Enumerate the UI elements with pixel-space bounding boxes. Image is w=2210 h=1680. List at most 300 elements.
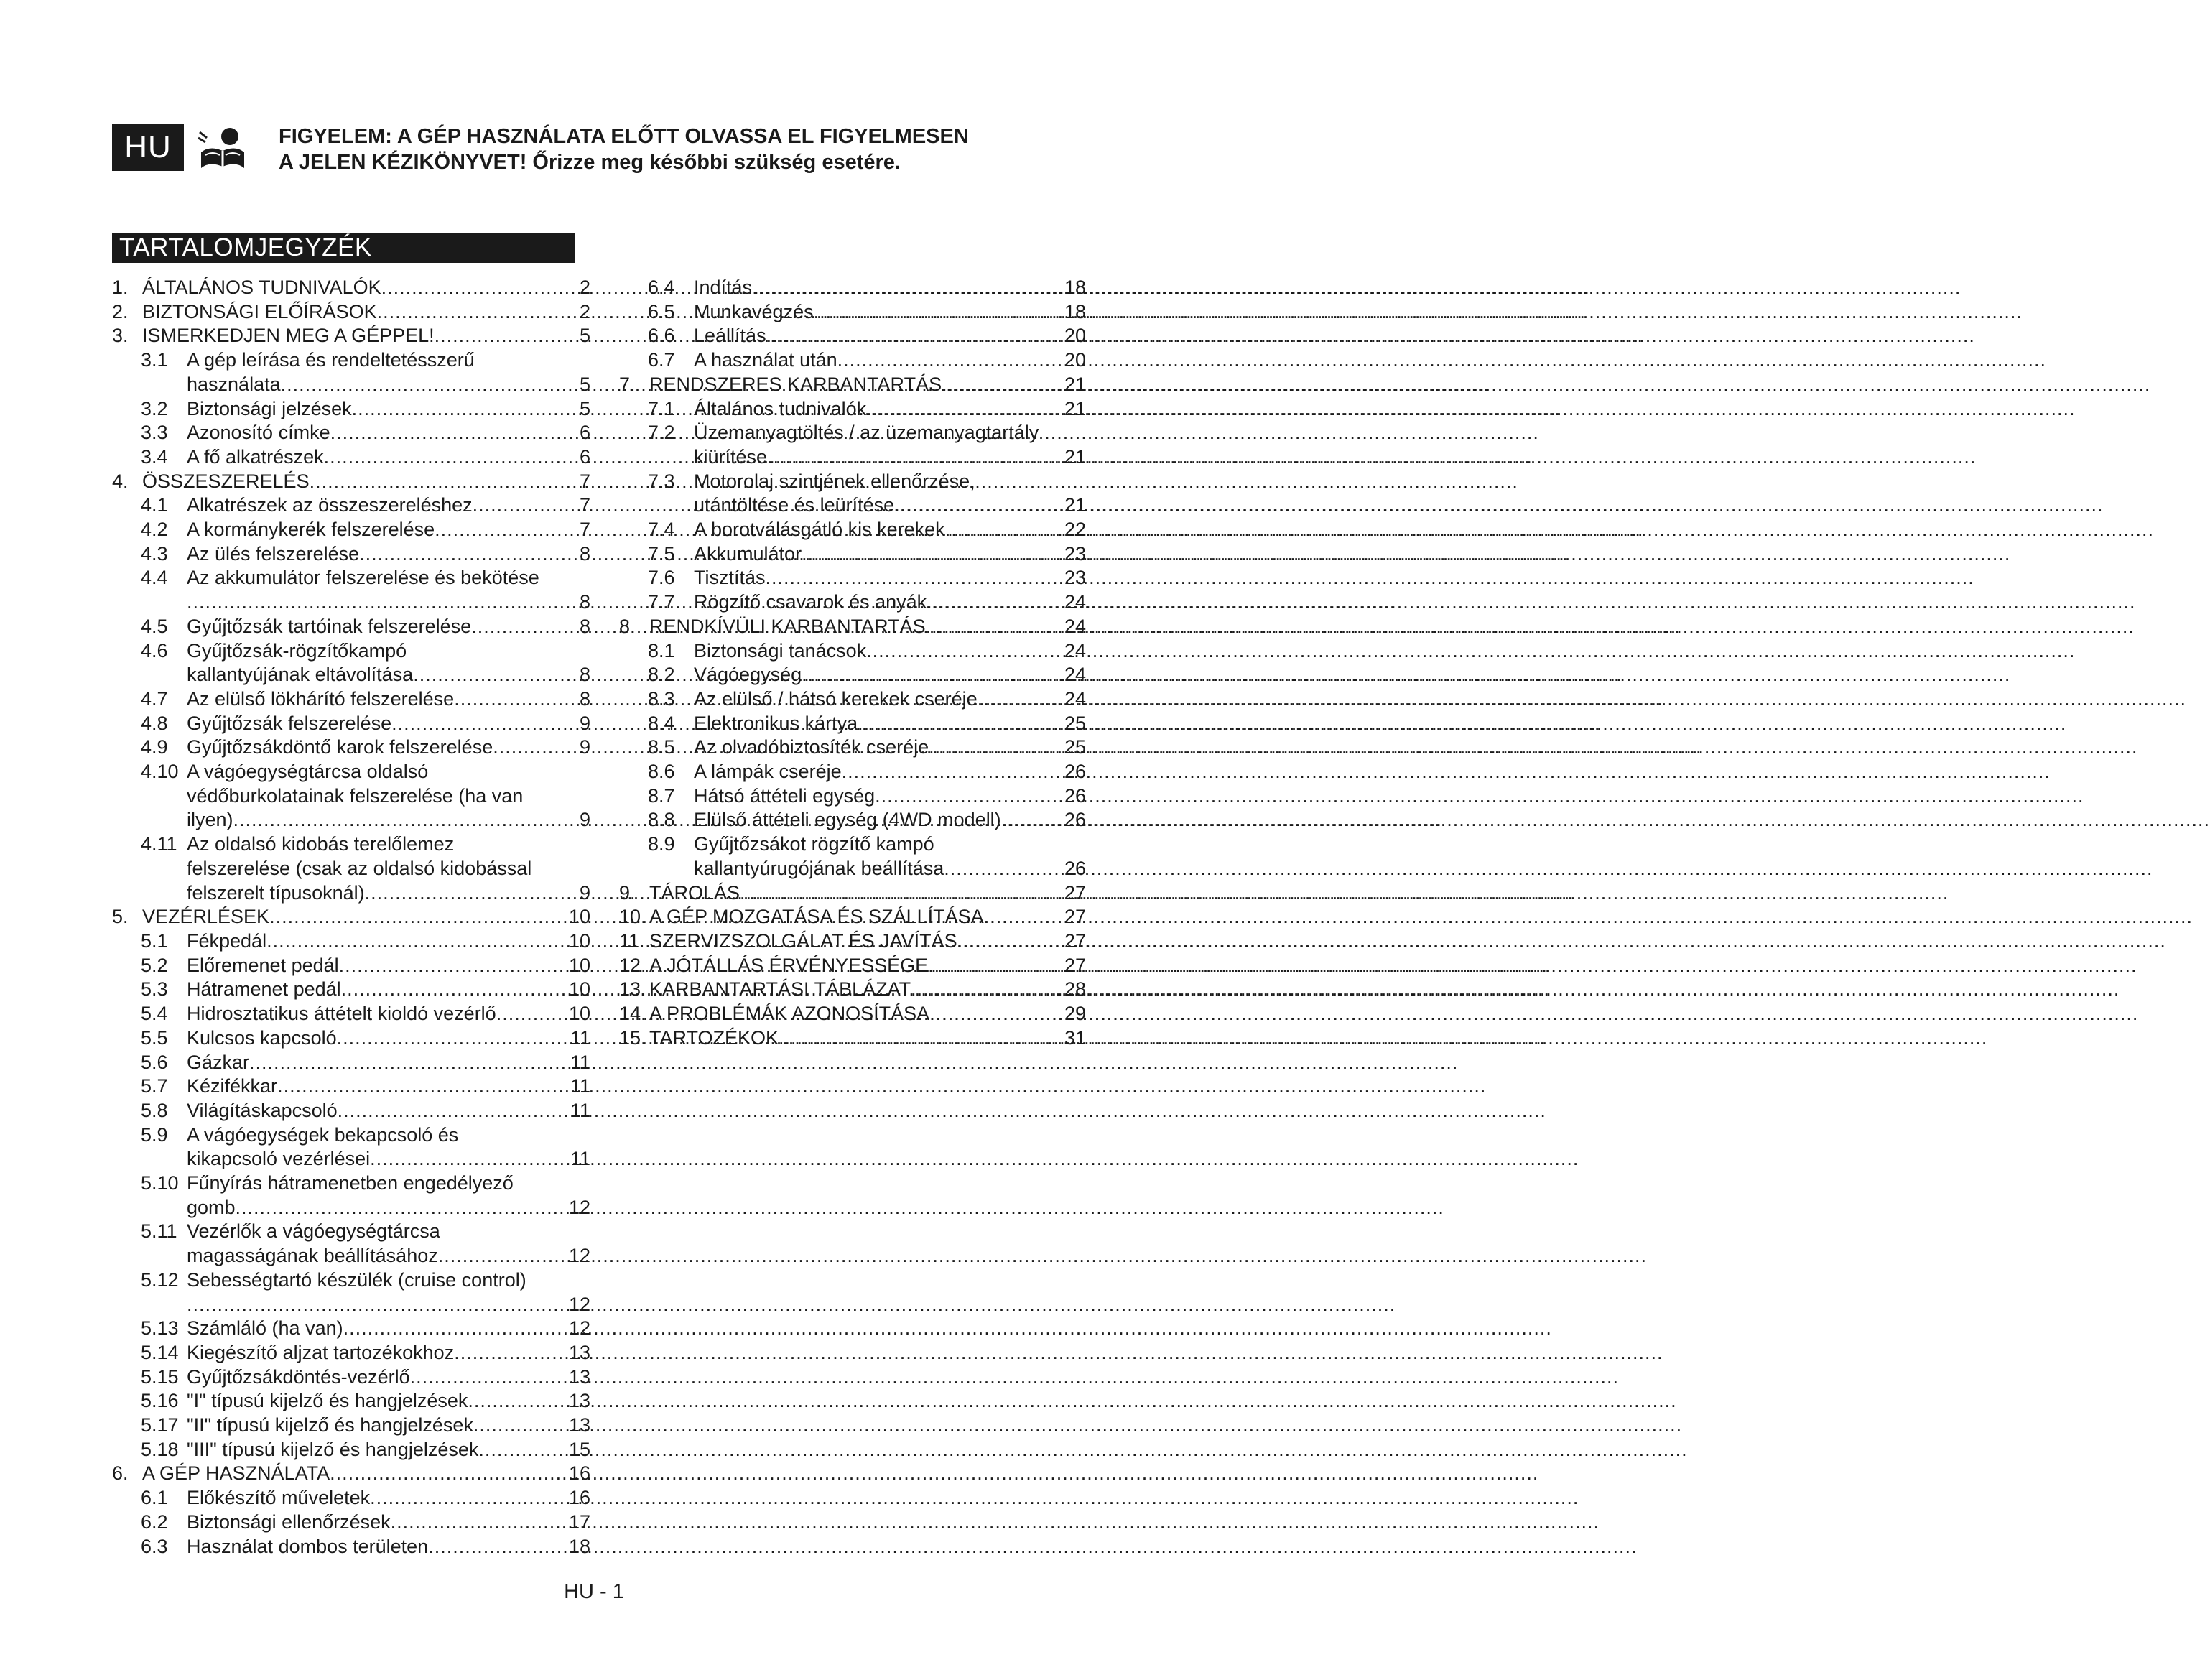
toc-entry-title: Leállítás	[694, 325, 766, 347]
toc-entry[interactable]	[619, 542, 1086, 567]
toc-entry[interactable]	[112, 954, 590, 978]
toc-entry-page: 8	[579, 542, 590, 565]
toc-leader-dots	[766, 324, 1063, 348]
toc-leader-dots	[929, 735, 1063, 760]
toc-entry[interactable]	[112, 1389, 590, 1414]
toc-entry[interactable]	[112, 978, 590, 1002]
toc-entry-page: 7	[579, 519, 590, 541]
toc-entry-title: Vezérlők a vágóegységtárcsa	[187, 1220, 440, 1243]
toc-leader-dots	[473, 1414, 567, 1438]
toc-leader-dots	[866, 639, 1063, 664]
toc-entry[interactable]	[619, 518, 1086, 542]
toc-entry[interactable]	[112, 615, 590, 639]
toc-entry[interactable]	[112, 1002, 590, 1026]
toc-entry-page: 24	[1064, 615, 1086, 637]
toc-entry[interactable]	[112, 1365, 590, 1390]
toc-entry-number: 13.	[619, 978, 646, 1001]
toc-entry-title: kiürítése	[694, 445, 768, 468]
toc-leader-dots	[370, 1147, 569, 1171]
toc-leader-dots	[233, 808, 578, 832]
toc-entry[interactable]	[112, 445, 590, 470]
toc-entry-number: 3.3	[141, 422, 168, 444]
toc-entry-number: 7.1	[648, 397, 675, 419]
toc-entry[interactable]	[619, 300, 1086, 325]
toc-entry-title: kallantyúrugójának beállítása	[694, 857, 944, 879]
toc-entry-number: 4.4	[141, 567, 168, 589]
toc-entry-number: 6.7	[648, 349, 675, 371]
toc-leader-dots	[471, 615, 578, 639]
language-badge: HU	[112, 124, 184, 171]
toc-entry-page: 29	[1064, 1003, 1086, 1025]
toc-entry[interactable]	[112, 518, 590, 542]
toc-entry-number: 5.17	[141, 1414, 179, 1437]
toc-entry-number: 1.	[112, 277, 129, 298]
toc-entry-number: 11.	[619, 929, 645, 952]
toc-entry-page: 9	[579, 881, 590, 904]
toc-entry-number: 5.6	[141, 1051, 168, 1073]
toc-leader-dots	[413, 663, 578, 687]
toc-leader-dots	[978, 687, 1063, 712]
toc-entry-page: 13	[568, 1365, 590, 1388]
toc-entry-number: 4.8	[141, 712, 168, 734]
toc-entry[interactable]	[112, 1268, 590, 1317]
toc-leader-dots	[957, 929, 1063, 954]
toc-leader-dots	[339, 954, 567, 978]
toc-leader-dots	[814, 300, 1063, 325]
toc-entry-number: 3.2	[141, 397, 168, 419]
toc-entry-page: 25	[1064, 736, 1086, 758]
toc-leader-dots	[454, 1341, 567, 1365]
toc-leader-dots	[1001, 808, 1063, 832]
toc-entry-title: kikapcsoló vezérlései	[187, 1148, 371, 1170]
toc-entry-page: 6	[579, 445, 590, 468]
toc-entry-page: 13	[568, 1390, 590, 1412]
toc-entry-number: 5.12	[141, 1268, 179, 1291]
toc-entry[interactable]	[112, 1026, 590, 1051]
toc-leader-dots	[359, 542, 578, 567]
toc-entry-page: 27	[1064, 906, 1086, 928]
toc-entry-title: Sebességtartó készülék (cruise control)	[187, 1268, 526, 1291]
toc-entry-number: 5.14	[141, 1341, 179, 1363]
toc-entry-number: 5.13	[141, 1317, 179, 1340]
toc-entry-page: 21	[1064, 445, 1086, 468]
toc-entry-page: 18	[1064, 300, 1086, 322]
toc-entry[interactable]	[112, 566, 590, 614]
toc-entry-title: Rögzítő csavarok és anyák	[694, 591, 927, 613]
toc-entry-page: 27	[1064, 954, 1086, 976]
toc-entry-number: 5.18	[141, 1438, 179, 1460]
toc-entry-title: Munkavégzés	[694, 300, 814, 322]
toc-leader-dots	[928, 954, 1063, 978]
toc-entry-title: Alkatrészek az összeszereléshez	[187, 494, 473, 516]
toc-entry-title: A vágóegységek bekapcsoló és	[187, 1123, 459, 1146]
toc-entry-title: Világításkapcsoló	[187, 1099, 338, 1121]
page-number: HU - 1	[564, 1580, 624, 1603]
toc-entry-title: kallantyújának eltávolítása	[187, 664, 414, 686]
toc-entry-title: A használat után	[694, 349, 837, 371]
toc-entry[interactable]	[112, 905, 590, 929]
toc-leader-dots	[370, 1486, 567, 1510]
toc-entry-title: gomb	[187, 1196, 236, 1218]
toc-entry-number: 5.10	[141, 1172, 179, 1194]
toc-entry-page: 13	[568, 1341, 590, 1363]
toc-entry[interactable]	[112, 760, 590, 832]
toc-entry-title: ÖSSZESZERELÉS	[142, 470, 310, 492]
toc-leader-dots	[942, 373, 1063, 397]
warning-notice	[279, 124, 969, 175]
toc-entry-title: Vágóegység	[694, 664, 802, 686]
toc-entry[interactable]	[619, 881, 1086, 906]
toc-leader-dots	[337, 1026, 569, 1051]
toc-leader-dots	[740, 881, 1063, 906]
toc-entry-number: 5.4	[141, 1003, 168, 1025]
toc-entry-number: 4.9	[141, 736, 168, 758]
toc-entry-title: Gyűjtőzsákdöntő karok felszerelése	[187, 736, 493, 758]
toc-entry-number: 4.10	[141, 761, 179, 783]
toc-entry[interactable]	[112, 493, 590, 518]
toc-entry-title: Indítás	[694, 277, 753, 298]
toc-entry[interactable]	[112, 1171, 590, 1220]
toc-entry-number: 8.7	[648, 784, 675, 807]
toc-entry-number: 8.9	[648, 833, 675, 855]
toc-entry-title: Kulcsos kapcsoló	[187, 1026, 337, 1049]
toc-entry-title: "I" típusú kijelző és hangjelzések	[187, 1390, 468, 1412]
toc-leader-dots	[324, 445, 578, 470]
toc-entry-title: Motorolaj szintjének ellenőrzése,	[694, 470, 975, 492]
toc-entry-page: 17	[568, 1510, 590, 1533]
toc-entry[interactable]	[619, 276, 1086, 300]
toc-entry-page: 11	[570, 1075, 590, 1097]
toc-entry-number: 4.	[112, 470, 129, 492]
toc-entry-page: 24	[1064, 687, 1086, 710]
toc-entry-title: Elektronikus kártya	[694, 712, 858, 734]
toc-entry[interactable]	[619, 615, 1086, 639]
toc-leader-dots	[945, 518, 1063, 542]
toc-entry[interactable]	[112, 276, 590, 300]
toc-entry-title: Elülső áttételi egység (4WD modell)	[694, 809, 1001, 831]
toc-leader-dots	[478, 1438, 567, 1462]
toc-entry-title: A GÉP HASZNÁLATA	[142, 1462, 330, 1485]
toc-leader-dots	[468, 1389, 567, 1414]
toc-entry-page: 5	[579, 325, 590, 347]
toc-entry[interactable]	[619, 760, 1086, 784]
toc-entry[interactable]	[112, 1341, 590, 1365]
toc-leader-dots	[858, 712, 1063, 736]
toc-entry-page: 24	[1064, 664, 1086, 686]
toc-entry-title: Akkumulátor	[694, 542, 802, 565]
toc-entry[interactable]	[112, 397, 590, 422]
toc-entry[interactable]	[112, 929, 590, 954]
toc-entry-page: 5	[579, 373, 590, 395]
toc-entry[interactable]	[112, 1317, 590, 1341]
toc-entry[interactable]	[112, 421, 590, 445]
toc-entry-page: 7	[579, 494, 590, 516]
toc-entry-title: A lámpák cseréje	[694, 761, 842, 783]
toc-entry-title: A GÉP MOZGATÁSA ÉS SZÁLLÍTÁSA	[649, 906, 984, 928]
toc-leader-dots	[341, 978, 567, 1002]
toc-entry[interactable]	[112, 1510, 590, 1535]
toc-entry-title: használata	[187, 373, 281, 395]
toc-leader-dots	[435, 324, 578, 348]
toc-entry-title: Gyűjtőzsákdöntés-vezérlő	[187, 1365, 410, 1388]
toc-leader-dots	[894, 493, 1063, 518]
toc-entry-page: 26	[1064, 761, 1086, 783]
toc-entry[interactable]	[619, 324, 1086, 348]
toc-entry-title: Gyűjtőzsák felszerelése	[187, 712, 392, 734]
toc-entry-page: 15	[568, 1438, 590, 1460]
toc-entry-title: Gyűjtőzsák tartóinak felszerelése	[187, 615, 472, 637]
toc-entry-page: 21	[1064, 373, 1086, 395]
toc-entry[interactable]	[619, 978, 1086, 1002]
toc-entry[interactable]	[112, 687, 590, 712]
toc-leader-dots	[766, 566, 1063, 590]
toc-entry-number: 5.1	[141, 929, 168, 952]
toc-entry-number: 6.5	[648, 300, 675, 322]
toc-entry-title: SZERVIZSZOLGÁLAT ÉS JAVÍTÁS	[649, 929, 957, 952]
toc-entry-page: 20	[1064, 325, 1086, 347]
toc-entry[interactable]	[619, 1002, 1086, 1026]
toc-entry[interactable]	[112, 1075, 590, 1099]
toc-entry-number: 6.1	[141, 1487, 168, 1509]
toc-entry-number: 4.11	[141, 833, 177, 855]
toc-entry-title: Az elülső lökhárító felszerelése	[187, 687, 455, 710]
toc-entry-title: Hátramenet pedál	[187, 978, 341, 1001]
toc-entry-title: Hidrosztatikus áttételt kioldó vezérlő	[187, 1003, 496, 1025]
toc-leader-dots	[926, 615, 1063, 639]
toc-leader-dots	[454, 687, 578, 712]
toc-entry[interactable]	[112, 735, 590, 760]
toc-entry-title: Az oldalsó kidobás terelőlemez	[187, 833, 455, 855]
toc-entry-number: 6.3	[141, 1535, 168, 1557]
toc-entry-title: Fékpedál	[187, 929, 267, 952]
toc-leader-dots	[187, 590, 578, 615]
toc-entry[interactable]	[112, 348, 590, 396]
warning-line-2: A JELEN KÉZIKÖNYVET! Őrizze meg későbbi szükség esetére.	[279, 151, 901, 174]
toc-entry[interactable]	[619, 808, 1086, 832]
toc-entry-title: Az elülső / hátsó kerekek cseréje	[694, 687, 978, 710]
toc-entry-number: 3.1	[141, 349, 168, 371]
toc-entry-number: 5.2	[141, 954, 168, 976]
toc-leader-dots	[473, 493, 578, 518]
toc-entry[interactable]	[112, 324, 590, 348]
toc-entry-number: 5.11	[141, 1220, 177, 1243]
toc-entry[interactable]	[112, 1414, 590, 1438]
toc-entry-number: 9.	[619, 881, 636, 904]
toc-entry[interactable]	[112, 639, 590, 687]
toc-entry-title: A vágóegységtárcsa oldalsó	[187, 761, 429, 783]
toc-entry-title: magasságának beállításához	[187, 1245, 438, 1267]
toc-entry[interactable]	[619, 687, 1086, 712]
toc-entry-page: 22	[1064, 519, 1086, 541]
toc-entry[interactable]	[112, 712, 590, 736]
toc-entry[interactable]	[112, 1220, 590, 1268]
toc-entry-page: 10	[568, 929, 590, 952]
toc-entry-number: 7.2	[648, 422, 675, 444]
toc-leader-dots	[338, 1099, 569, 1123]
toc-entry[interactable]	[112, 1462, 590, 1486]
toc-leader-dots	[927, 590, 1063, 615]
toc-entry-page: 10	[568, 1003, 590, 1025]
toc-leader-dots	[391, 1510, 567, 1535]
toc-entry-title: VEZÉRLÉSEK	[142, 906, 270, 928]
toc-entry-title: A fő alkatrészek	[187, 445, 324, 468]
toc-entry-page: 26	[1064, 784, 1086, 807]
toc-entry-title: utántöltése és leürítése	[694, 494, 895, 516]
toc-entry-title: TÁROLÁS	[649, 881, 740, 904]
toc-leader-dots	[911, 978, 1063, 1002]
toc-entry[interactable]	[112, 542, 590, 567]
toc-entry-page: 24	[1064, 639, 1086, 662]
toc-entry[interactable]	[619, 832, 1086, 881]
toc-leader-dots	[381, 276, 578, 300]
toc-entry-page: 12	[568, 1196, 590, 1218]
toc-entry[interactable]	[112, 300, 590, 325]
toc-entry-page: 10	[568, 954, 590, 976]
toc-entry-number: 5.16	[141, 1390, 179, 1412]
toc-entry-page: 18	[568, 1535, 590, 1557]
toc-entry-page: 11	[570, 1026, 590, 1049]
toc-entry-title: felszerelése (csak az oldalsó kidobással	[187, 857, 532, 879]
toc-entry[interactable]	[112, 1535, 590, 1559]
toc-entry-number: 7.7	[648, 591, 675, 613]
toc-entry-page: 23	[1064, 567, 1086, 589]
toc-leader-dots	[330, 421, 578, 445]
toc-entry-page: 6	[579, 422, 590, 444]
toc-entry[interactable]	[619, 373, 1086, 397]
toc-entry-title: "II" típusú kijelző és hangjelzések	[187, 1414, 473, 1437]
toc-entry-number: 5.7	[141, 1075, 168, 1097]
toc-entry[interactable]	[112, 1123, 590, 1171]
toc-entry-title: A PROBLÉMÁK AZONOSÍTÁSA	[649, 1003, 930, 1025]
toc-entry-page: 26	[1064, 857, 1086, 879]
toc-entry-page: 25	[1064, 712, 1086, 734]
toc-leader-dots	[438, 1244, 567, 1268]
toc-entry-title: Előremenet pedál	[187, 954, 339, 976]
toc-entry-title: Az akkumulátor felszerelése és bekötése	[187, 567, 539, 589]
toc-entry-title: ÁLTALÁNOS TUDNIVALÓK	[142, 277, 381, 298]
toc-entry-title: A gép leírása és rendeltetésszerű	[187, 349, 475, 371]
toc-entry-page: 27	[1064, 881, 1086, 904]
toc-entry-title: Gyűjtőzsák-rögzítőkampó	[187, 639, 407, 662]
toc-entry-number: 8.5	[648, 736, 675, 758]
toc-entry[interactable]	[619, 397, 1086, 422]
toc-entry[interactable]	[112, 1486, 590, 1510]
toc-entry-title: Biztonsági ellenőrzések	[187, 1510, 391, 1533]
toc-entry-page: 23	[1064, 542, 1086, 565]
toc-entry-number: 10.	[619, 906, 646, 928]
toc-entry-number: 8.8	[648, 809, 675, 831]
toc-title: TARTALOMJEGYZÉK	[112, 233, 575, 263]
toc-entry-number: 15.	[619, 1026, 646, 1049]
toc-leader-dots	[779, 1026, 1063, 1051]
toc-entry-page: 9	[579, 712, 590, 734]
toc-entry-title: A borotválásgátló kis kerekek	[694, 519, 945, 541]
toc-entry-number: 8.2	[648, 664, 675, 686]
toc-leader-dots	[330, 1462, 567, 1486]
toc-entry[interactable]	[112, 832, 590, 905]
toc-entry[interactable]	[619, 421, 1086, 469]
toc-entry[interactable]	[619, 784, 1086, 809]
toc-entry-number: 5.3	[141, 978, 168, 1001]
toc-entry-title: védőburkolatainak felszerelése (ha van	[187, 784, 524, 807]
toc-entry-page: 31	[1064, 1026, 1086, 1049]
toc-entry-number: 3.	[112, 325, 129, 347]
toc-entry-page: 8	[579, 687, 590, 710]
toc-leader-dots	[281, 373, 578, 397]
toc-leader-dots	[352, 397, 578, 422]
toc-entry-title: Biztonsági jelzések	[187, 397, 352, 419]
toc-entry-title: Üzemanyagtöltés / az üzemanyagtartály	[694, 422, 1039, 444]
toc-entry-title: Hátsó áttételi egység	[694, 784, 876, 807]
toc-entry[interactable]	[619, 566, 1086, 590]
toc-entry[interactable]	[619, 348, 1086, 373]
toc-entry-page: 9	[579, 809, 590, 831]
toc-entry[interactable]	[619, 712, 1086, 736]
toc-entry-page: 11	[570, 1099, 590, 1121]
toc-entry-title: Kiegészítő aljzat tartozékokhoz	[187, 1341, 455, 1363]
toc-entry[interactable]	[619, 905, 1086, 929]
toc-leader-dots	[866, 397, 1063, 422]
toc-entry-page: 24	[1064, 591, 1086, 613]
toc-leader-dots	[187, 1293, 567, 1317]
toc-entry[interactable]	[112, 470, 590, 494]
toc-entry-page: 8	[579, 664, 590, 686]
toc-entry-title: Kézifékkar	[187, 1075, 278, 1097]
toc-leader-dots	[277, 1075, 569, 1099]
toc-entry-page: 11	[570, 1148, 590, 1170]
toc-entry-title: A kormánykerék felszerelése	[187, 519, 435, 541]
toc-entry-page: 12	[568, 1317, 590, 1340]
toc-leader-dots	[391, 712, 578, 736]
toc-entry[interactable]	[619, 470, 1086, 518]
toc-entry[interactable]	[619, 639, 1086, 664]
toc-entry-number: 4.5	[141, 615, 168, 637]
toc-entry-number: 5.5	[141, 1026, 168, 1049]
toc-leader-dots	[752, 276, 1063, 300]
toc-entry[interactable]	[112, 1099, 590, 1123]
toc-entry[interactable]	[619, 954, 1086, 978]
toc-entry-number: 4.7	[141, 687, 168, 710]
toc-entry[interactable]	[112, 1051, 590, 1075]
toc-entry-page: 28	[1064, 978, 1086, 1001]
toc-leader-dots	[343, 1317, 567, 1341]
toc-entry[interactable]	[619, 590, 1086, 615]
toc-entry[interactable]	[619, 929, 1086, 954]
toc-entry-page: 16	[568, 1462, 590, 1485]
toc-entry-page: 20	[1064, 349, 1086, 371]
toc-entry[interactable]	[619, 663, 1086, 687]
toc-entry-number: 8.	[619, 615, 636, 637]
toc-entry-number: 6.2	[141, 1510, 168, 1533]
toc-entry-number: 6.6	[648, 325, 675, 347]
toc-entry-title: A JÓTÁLLÁS ÉRVÉNYESSÉGE	[649, 954, 929, 976]
toc-entry-number: 5.8	[141, 1099, 168, 1121]
toc-entry[interactable]	[619, 1026, 1086, 1051]
toc-leader-dots	[929, 1002, 1063, 1026]
toc-leader-dots	[365, 881, 578, 906]
toc-entry-page: 9	[579, 736, 590, 758]
toc-leader-dots	[842, 760, 1063, 784]
toc-entry-page: 2	[579, 277, 590, 298]
toc-entry[interactable]	[112, 1438, 590, 1462]
toc-entry-page: 2	[579, 300, 590, 322]
toc-leader-dots	[269, 905, 567, 929]
toc-leader-dots	[410, 1365, 567, 1390]
toc-entry[interactable]	[619, 735, 1086, 760]
toc-entry-number: 2.	[112, 300, 129, 322]
toc-entry-title: Fűnyírás hátramenetben engedélyező	[187, 1172, 514, 1194]
toc-entry-number: 3.4	[141, 445, 168, 468]
